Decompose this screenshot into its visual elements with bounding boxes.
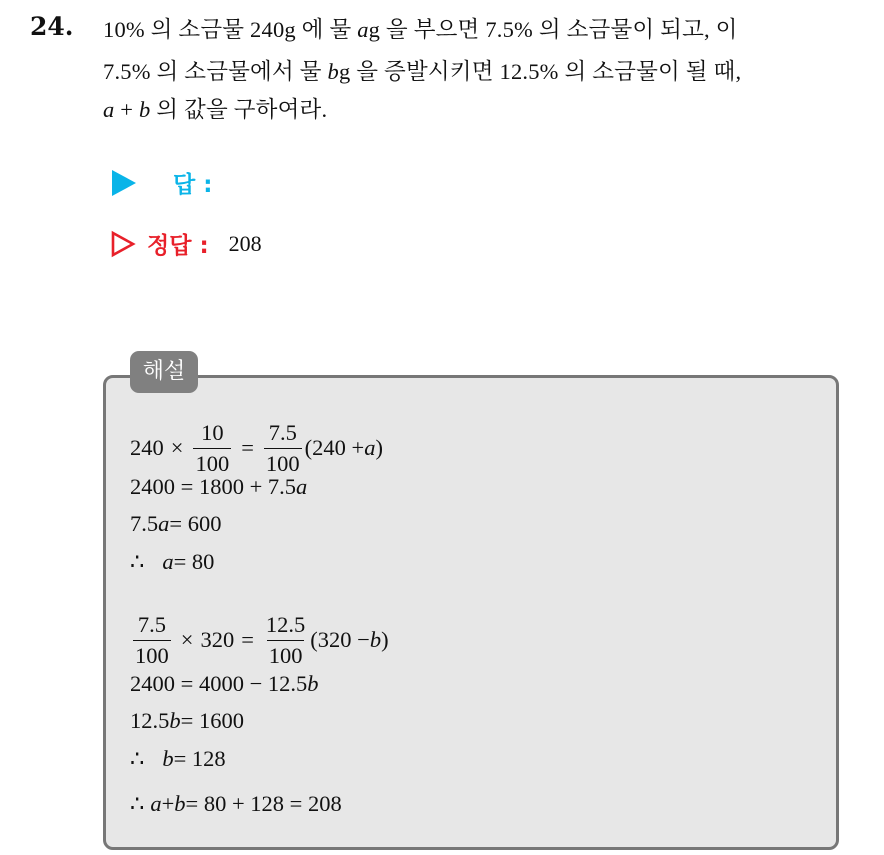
question-text-line-2: 7.5% 의 소금물에서 물 bg 을 증발시키면 12.5% 의 소금물이 될 때, xyxy=(103,59,742,84)
solution-equation-2: $\frac{7.5}{100}$ × 320 = $\frac{12.5}{100}$ (320 − b ) xyxy=(135,611,389,668)
solution-line-6: 2400 = 4000 − 12.5 b xyxy=(130,671,319,696)
solution-tab: 해설 xyxy=(130,351,198,393)
triangle-outline-icon xyxy=(110,230,136,258)
solution-line-2: 2400 = 1800 + 7.5 a xyxy=(130,474,308,499)
answer-row[interactable] xyxy=(110,166,212,199)
correct-answer-value: 208 xyxy=(228,230,262,256)
solution-line-9: ∴ a + b = 80 + 128 = 208 xyxy=(130,791,342,816)
solution-line-7: 12.5 b = 1600 xyxy=(130,708,244,733)
solution-line-3: 7.5 a = 600 xyxy=(130,511,222,536)
correct-answer-row xyxy=(110,227,262,260)
solution-equation-1: 240 × $\frac{10}{100}$ = $\frac{7.5}{100}$ (240 + a ) xyxy=(130,419,383,476)
solution-line-8: ∴ b = 128 xyxy=(130,746,226,771)
question-number: 24. xyxy=(30,12,74,41)
play-triangle-icon xyxy=(112,170,136,196)
question-text-line-3: a + b 의 값을 구하여라. xyxy=(103,97,328,122)
solution-line-4: ∴ a = 80 xyxy=(130,549,215,574)
question-text-line-1: 10% 의 소금물 240g 에 물 ag 을 부으면 7.5% 의 소금물이 되고, 이 xyxy=(103,17,738,42)
answer-label: 답 : xyxy=(173,172,213,198)
correct-answer-label: 정답 : xyxy=(147,233,209,259)
